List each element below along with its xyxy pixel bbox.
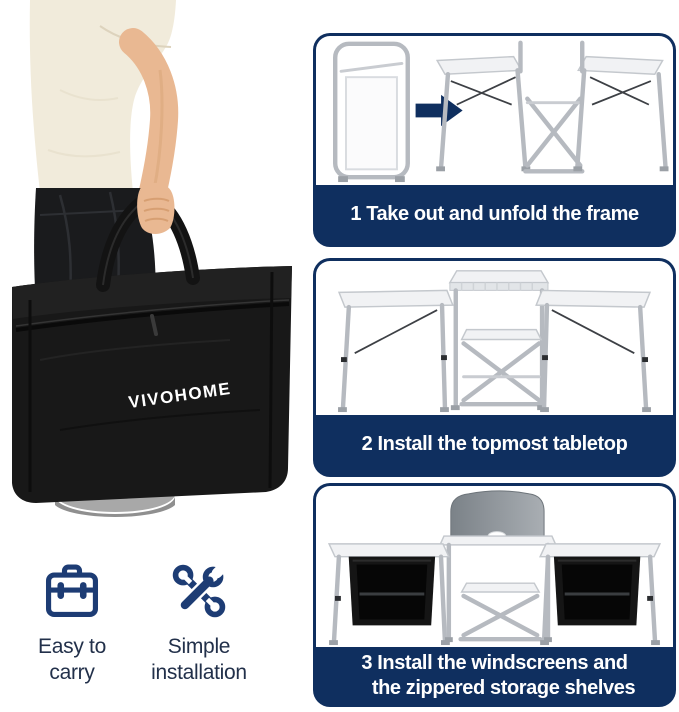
step-3-caption xyxy=(316,647,673,704)
feature-label xyxy=(38,634,106,686)
step-caption-text: 2 Install the topmost tabletop xyxy=(361,433,628,455)
feature-simple-installation xyxy=(134,560,264,686)
feature-label-line: Simple xyxy=(167,635,231,658)
person-carrying-bag-illustration xyxy=(0,0,310,540)
step-caption-text: 1 Take out and unfold the frame xyxy=(350,203,639,225)
step-2-image xyxy=(316,261,673,415)
install-windscreen-illustration xyxy=(316,486,673,647)
step-card-1 xyxy=(313,33,676,247)
feature-label-line: installation xyxy=(151,661,247,684)
step-caption-text: the zippered storage shelves xyxy=(371,676,636,699)
step-1-image xyxy=(316,36,673,185)
feature-label xyxy=(151,634,247,686)
install-tabletop-illustration xyxy=(316,261,673,415)
step-card-3 xyxy=(313,483,676,707)
step-card-2 xyxy=(313,258,676,477)
step-3-image xyxy=(316,486,673,647)
unfold-frame-illustration xyxy=(316,36,673,185)
step-caption-text: 3 Install the windscreens and xyxy=(361,651,628,674)
step-2-caption xyxy=(316,415,673,474)
bag-brand-logo: VIVOHOME xyxy=(127,378,233,413)
toolbox-icon xyxy=(42,560,102,622)
feature-label-line: carry xyxy=(49,661,95,684)
feature-easy-to-carry xyxy=(7,560,137,686)
feature-label-line: Easy to xyxy=(38,635,106,658)
lifestyle-photo xyxy=(0,0,310,540)
arrow-icon xyxy=(416,95,463,126)
windscreen xyxy=(451,491,544,536)
tools-icon xyxy=(169,560,229,622)
step-1-caption xyxy=(316,185,673,244)
